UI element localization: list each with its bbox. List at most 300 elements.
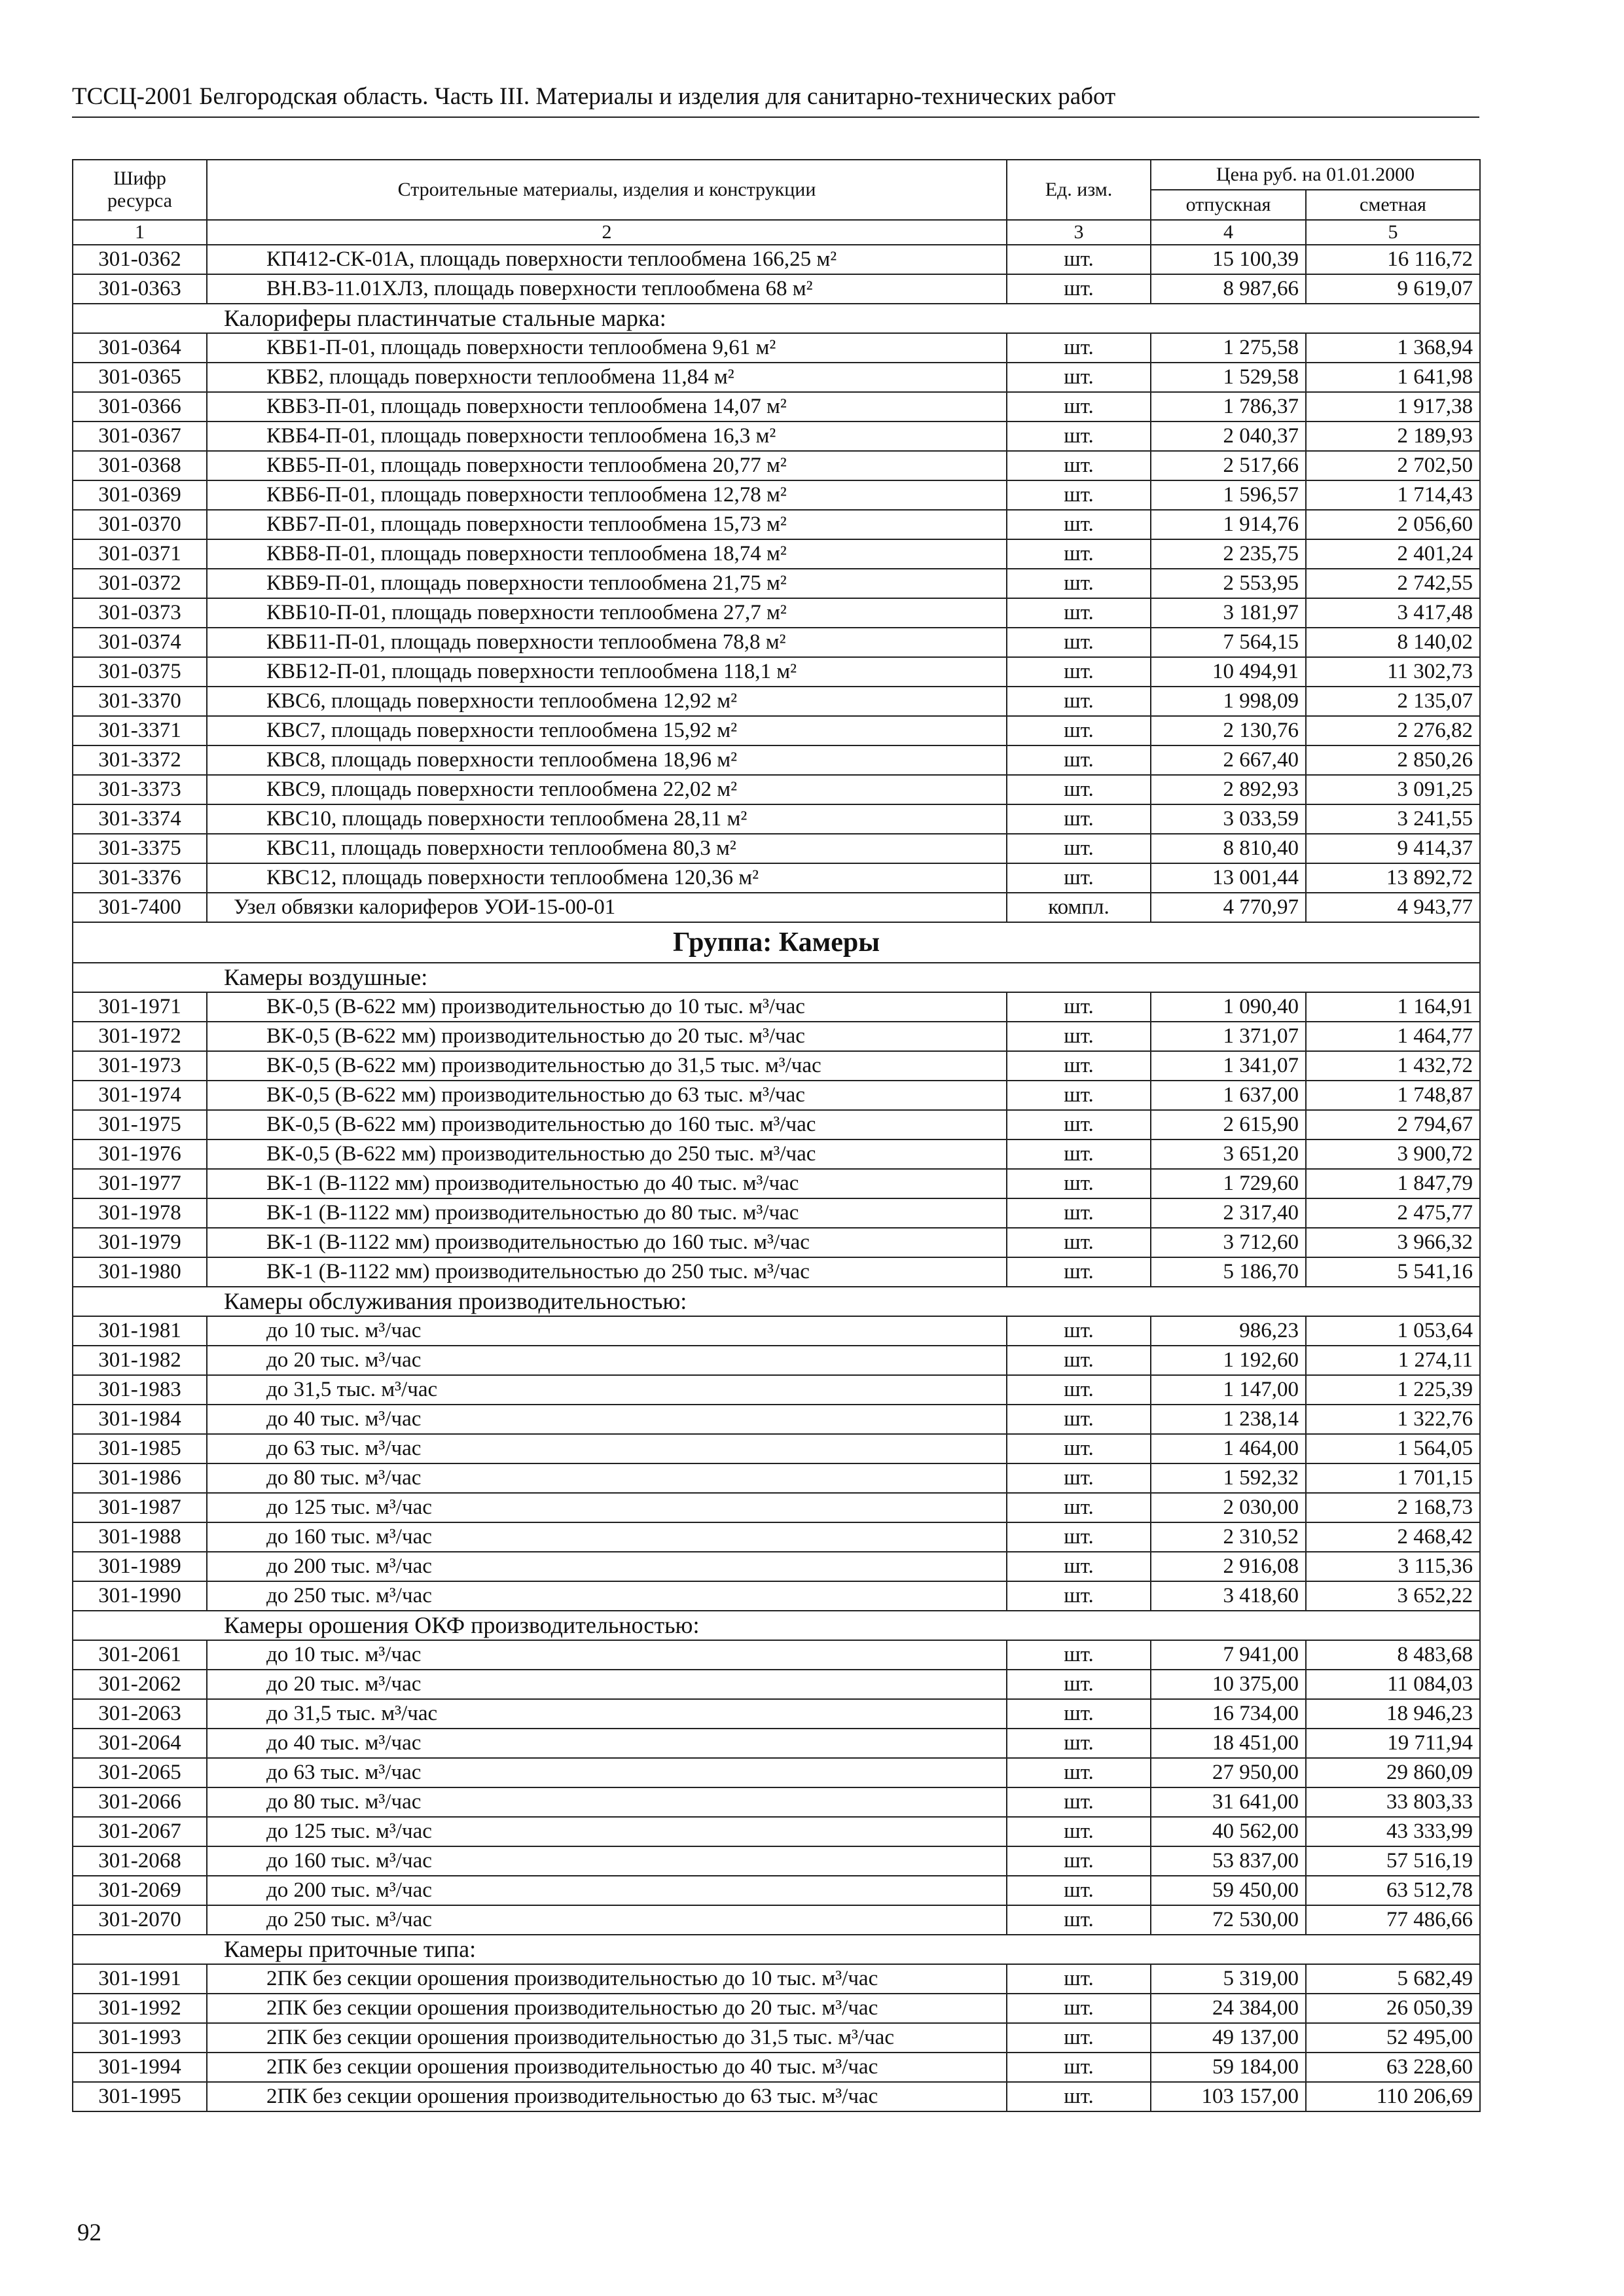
unit-of-measure: шт. (1007, 1022, 1151, 1051)
item-name: до 125 тыс. м³/час (207, 1817, 1007, 1846)
table-row (73, 480, 1480, 510)
resource-code: 301-2069 (73, 1876, 207, 1905)
release-price: 1 341,07 (1151, 1051, 1306, 1081)
table-row (73, 1522, 1480, 1552)
section-row (73, 1287, 1480, 1316)
estimate-price: 2 135,07 (1306, 687, 1480, 716)
price-table-container (72, 159, 1479, 2112)
unit-of-measure: шт. (1007, 863, 1151, 893)
table-row (73, 1640, 1480, 1670)
table-row (73, 1346, 1480, 1375)
unit-of-measure: шт. (1007, 1081, 1151, 1110)
unit-of-measure: шт. (1007, 245, 1151, 274)
resource-code: 301-1987 (73, 1493, 207, 1522)
table-row (73, 598, 1480, 628)
item-name: КВБ4-П-01, площадь поверхности теплообмена 16,3 м² (207, 422, 1007, 451)
item-name: ВК-0,5 (В-622 мм) производительностью до 63 тыс. м³/час (207, 1081, 1007, 1110)
resource-code: 301-7400 (73, 893, 207, 922)
column-number: 4 (1151, 220, 1306, 245)
resource-code: 301-0371 (73, 539, 207, 569)
resource-code: 301-1981 (73, 1316, 207, 1346)
release-price: 2 517,66 (1151, 451, 1306, 480)
table-row (73, 451, 1480, 480)
item-name: ВК-1 (В-1122 мм) производительностью до 80 тыс. м³/час (207, 1198, 1007, 1228)
item-name: до 20 тыс. м³/час (207, 1670, 1007, 1699)
release-price: 27 950,00 (1151, 1758, 1306, 1787)
resource-code: 301-1994 (73, 2053, 207, 2082)
estimate-price: 1 464,77 (1306, 1022, 1480, 1051)
release-price: 3 418,60 (1151, 1581, 1306, 1611)
release-price: 2 615,90 (1151, 1110, 1306, 1139)
estimate-price: 8 140,02 (1306, 628, 1480, 657)
item-name: КП412-СК-01А, площадь поверхности теплообмена 166,25 м² (207, 245, 1007, 274)
table-row (73, 1169, 1480, 1198)
release-price: 1 090,40 (1151, 992, 1306, 1022)
unit-of-measure: шт. (1007, 422, 1151, 451)
release-price: 5 186,70 (1151, 1257, 1306, 1287)
estimate-price: 2 850,26 (1306, 745, 1480, 775)
estimate-price: 1 322,76 (1306, 1405, 1480, 1434)
release-price: 40 562,00 (1151, 1817, 1306, 1846)
release-price: 2 235,75 (1151, 539, 1306, 569)
resource-code: 301-3372 (73, 745, 207, 775)
estimate-price: 3 966,32 (1306, 1228, 1480, 1257)
resource-code: 301-0367 (73, 422, 207, 451)
resource-code: 301-1983 (73, 1375, 207, 1405)
price-table (72, 159, 1481, 2112)
table-row (73, 510, 1480, 539)
section-title: Камеры воздушные: (73, 963, 1480, 992)
release-price: 5 319,00 (1151, 1964, 1306, 1994)
estimate-price: 1 917,38 (1306, 392, 1480, 422)
resource-code: 301-1990 (73, 1581, 207, 1611)
unit-of-measure: шт. (1007, 1198, 1151, 1228)
estimate-price: 63 228,60 (1306, 2053, 1480, 2082)
release-price: 8 987,66 (1151, 274, 1306, 304)
unit-of-measure: шт. (1007, 363, 1151, 392)
unit-of-measure: шт. (1007, 716, 1151, 745)
item-name: КВБ8-П-01, площадь поверхности теплообмена 18,74 м² (207, 539, 1007, 569)
unit-of-measure: шт. (1007, 1846, 1151, 1876)
group-title: Группа: Камеры (73, 922, 1480, 963)
resource-code: 301-1977 (73, 1169, 207, 1198)
item-name: КВБ11-П-01, площадь поверхности теплообмена 78,8 м² (207, 628, 1007, 657)
item-name: КВБ2, площадь поверхности теплообмена 11,84 м² (207, 363, 1007, 392)
release-price: 2 310,52 (1151, 1522, 1306, 1552)
estimate-price: 3 417,48 (1306, 598, 1480, 628)
resource-code: 301-2063 (73, 1699, 207, 1729)
unit-of-measure: шт. (1007, 480, 1151, 510)
estimate-price: 11 302,73 (1306, 657, 1480, 687)
unit-of-measure: шт. (1007, 1787, 1151, 1817)
unit-of-measure: шт. (1007, 1876, 1151, 1905)
table-row (73, 1198, 1480, 1228)
unit-of-measure: шт. (1007, 598, 1151, 628)
table-row (73, 1670, 1480, 1699)
table-row (73, 834, 1480, 863)
estimate-price: 1 225,39 (1306, 1375, 1480, 1405)
item-name: до 63 тыс. м³/час (207, 1758, 1007, 1787)
item-name: КВС12, площадь поверхности теплообмена 120,36 м² (207, 863, 1007, 893)
item-name: КВС11, площадь поверхности теплообмена 80,3 м² (207, 834, 1007, 863)
release-price: 59 450,00 (1151, 1876, 1306, 1905)
unit-of-measure: шт. (1007, 1110, 1151, 1139)
estimate-price: 16 116,72 (1306, 245, 1480, 274)
estimate-price: 1 564,05 (1306, 1434, 1480, 1463)
release-price: 1 592,32 (1151, 1463, 1306, 1493)
resource-code: 301-1976 (73, 1139, 207, 1169)
resource-code: 301-3376 (73, 863, 207, 893)
resource-code: 301-1984 (73, 1405, 207, 1434)
resource-code: 301-1995 (73, 2082, 207, 2111)
item-name: 2ПК без секции орошения производительностью до 10 тыс. м³/час (207, 1964, 1007, 1994)
resource-code: 301-0368 (73, 451, 207, 480)
table-row (73, 1405, 1480, 1434)
table-row (73, 657, 1480, 687)
release-price: 13 001,44 (1151, 863, 1306, 893)
release-price: 3 651,20 (1151, 1139, 1306, 1169)
table-row (73, 863, 1480, 893)
resource-code: 301-0363 (73, 274, 207, 304)
table-row (73, 1434, 1480, 1463)
estimate-price: 4 943,77 (1306, 893, 1480, 922)
item-name: до 250 тыс. м³/час (207, 1581, 1007, 1611)
estimate-price: 2 702,50 (1306, 451, 1480, 480)
section-row (73, 963, 1480, 992)
table-row (73, 1876, 1480, 1905)
estimate-price: 2 401,24 (1306, 539, 1480, 569)
unit-of-measure: шт. (1007, 1670, 1151, 1699)
table-row (73, 2082, 1480, 2111)
resource-code: 301-2061 (73, 1640, 207, 1670)
resource-code: 301-2070 (73, 1905, 207, 1935)
item-name: ВК-0,5 (В-622 мм) производительностью до 250 тыс. м³/час (207, 1139, 1007, 1169)
column-header-estimate-price: сметная (1306, 190, 1480, 220)
resource-code: 301-3370 (73, 687, 207, 716)
item-name: до 80 тыс. м³/час (207, 1787, 1007, 1817)
resource-code: 301-1989 (73, 1552, 207, 1581)
estimate-price: 1 641,98 (1306, 363, 1480, 392)
unit-of-measure: шт. (1007, 1316, 1151, 1346)
resource-code: 301-0364 (73, 333, 207, 363)
unit-of-measure: шт. (1007, 569, 1151, 598)
column-number: 1 (73, 220, 207, 245)
item-name: до 63 тыс. м³/час (207, 1434, 1007, 1463)
resource-code: 301-1993 (73, 2023, 207, 2053)
estimate-price: 1 274,11 (1306, 1346, 1480, 1375)
resource-code: 301-0369 (73, 480, 207, 510)
table-row (73, 1581, 1480, 1611)
table-row (73, 687, 1480, 716)
unit-of-measure: шт. (1007, 1375, 1151, 1405)
item-name: ВК-0,5 (В-622 мм) производительностью до 160 тыс. м³/час (207, 1110, 1007, 1139)
table-row (73, 2053, 1480, 2082)
estimate-price: 29 860,09 (1306, 1758, 1480, 1787)
item-name: до 40 тыс. м³/час (207, 1405, 1007, 1434)
column-header-unit: Ед. изм. (1007, 160, 1151, 220)
unit-of-measure: шт. (1007, 1139, 1151, 1169)
release-price: 53 837,00 (1151, 1846, 1306, 1876)
table-row (73, 1022, 1480, 1051)
estimate-price: 13 892,72 (1306, 863, 1480, 893)
table-row (73, 1493, 1480, 1522)
unit-of-measure: шт. (1007, 1228, 1151, 1257)
item-name: КВБ1-П-01, площадь поверхности теплообмена 9,61 м² (207, 333, 1007, 363)
table-row (73, 1905, 1480, 1935)
unit-of-measure: шт. (1007, 1522, 1151, 1552)
section-title: Камеры приточные типа: (73, 1935, 1480, 1964)
section-row (73, 1611, 1480, 1640)
item-name: до 250 тыс. м³/час (207, 1905, 1007, 1935)
unit-of-measure: шт. (1007, 539, 1151, 569)
estimate-price: 2 189,93 (1306, 422, 1480, 451)
estimate-price: 77 486,66 (1306, 1905, 1480, 1935)
resource-code: 301-0370 (73, 510, 207, 539)
resource-code: 301-2068 (73, 1846, 207, 1876)
table-row (73, 1051, 1480, 1081)
item-name: КВБ10-П-01, площадь поверхности теплообмена 27,7 м² (207, 598, 1007, 628)
release-price: 10 494,91 (1151, 657, 1306, 687)
unit-of-measure: шт. (1007, 1434, 1151, 1463)
resource-code: 301-1982 (73, 1346, 207, 1375)
unit-of-measure: шт. (1007, 1463, 1151, 1493)
estimate-price: 1 748,87 (1306, 1081, 1480, 1110)
item-name: до 31,5 тыс. м³/час (207, 1699, 1007, 1729)
estimate-price: 1 053,64 (1306, 1316, 1480, 1346)
item-name: КВБ3-П-01, площадь поверхности теплообмена 14,07 м² (207, 392, 1007, 422)
unit-of-measure: шт. (1007, 392, 1151, 422)
column-number: 5 (1306, 220, 1480, 245)
unit-of-measure: шт. (1007, 2023, 1151, 2053)
resource-code: 301-1978 (73, 1198, 207, 1228)
item-name: КВС7, площадь поверхности теплообмена 15,92 м² (207, 716, 1007, 745)
release-price: 3 033,59 (1151, 804, 1306, 834)
estimate-price: 3 900,72 (1306, 1139, 1480, 1169)
release-price: 59 184,00 (1151, 2053, 1306, 2082)
estimate-price: 18 946,23 (1306, 1699, 1480, 1729)
table-row (73, 1758, 1480, 1787)
table-row (73, 1787, 1480, 1817)
unit-of-measure: шт. (1007, 1405, 1151, 1434)
estimate-price: 2 742,55 (1306, 569, 1480, 598)
estimate-price: 1 714,43 (1306, 480, 1480, 510)
table-row (73, 1081, 1480, 1110)
column-number: 3 (1007, 220, 1151, 245)
unit-of-measure: шт. (1007, 1905, 1151, 1935)
table-row (73, 716, 1480, 745)
estimate-price: 2 468,42 (1306, 1522, 1480, 1552)
release-price: 1 147,00 (1151, 1375, 1306, 1405)
item-name: КВБ5-П-01, площадь поверхности теплообмена 20,77 м² (207, 451, 1007, 480)
item-name: ВК-0,5 (В-622 мм) производительностью до 31,5 тыс. м³/час (207, 1051, 1007, 1081)
resource-code: 301-0365 (73, 363, 207, 392)
unit-of-measure: шт. (1007, 451, 1151, 480)
release-price: 2 916,08 (1151, 1552, 1306, 1581)
resource-code: 301-0373 (73, 598, 207, 628)
resource-code: 301-2065 (73, 1758, 207, 1787)
unit-of-measure: шт. (1007, 1758, 1151, 1787)
release-price: 3 712,60 (1151, 1228, 1306, 1257)
release-price: 72 530,00 (1151, 1905, 1306, 1935)
table-row (73, 1817, 1480, 1846)
release-price: 1 275,58 (1151, 333, 1306, 363)
resource-code: 301-1985 (73, 1434, 207, 1463)
estimate-price: 5 682,49 (1306, 1964, 1480, 1994)
item-name: ВК-1 (В-1122 мм) производительностью до 160 тыс. м³/час (207, 1228, 1007, 1257)
estimate-price: 26 050,39 (1306, 1994, 1480, 2023)
resource-code: 301-1988 (73, 1522, 207, 1552)
table-row (73, 775, 1480, 804)
resource-code: 301-1971 (73, 992, 207, 1022)
item-name: КВБ12-П-01, площадь поверхности теплообмена 118,1 м² (207, 657, 1007, 687)
table-row (73, 804, 1480, 834)
estimate-price: 9 414,37 (1306, 834, 1480, 863)
unit-of-measure: шт. (1007, 745, 1151, 775)
table-row (73, 1110, 1480, 1139)
item-name: КВС6, площадь поверхности теплообмена 12,92 м² (207, 687, 1007, 716)
table-row (73, 422, 1480, 451)
item-name: до 200 тыс. м³/час (207, 1876, 1007, 1905)
estimate-price: 2 056,60 (1306, 510, 1480, 539)
resource-code: 301-0366 (73, 392, 207, 422)
estimate-price: 52 495,00 (1306, 2023, 1480, 2053)
column-header-name: Строительные материалы, изделия и конструкции (207, 160, 1007, 220)
unit-of-measure: шт. (1007, 775, 1151, 804)
item-name: КВС8, площадь поверхности теплообмена 18,96 м² (207, 745, 1007, 775)
release-price: 1 729,60 (1151, 1169, 1306, 1198)
item-name: КВБ6-П-01, площадь поверхности теплообмена 12,78 м² (207, 480, 1007, 510)
resource-code: 301-1975 (73, 1110, 207, 1139)
table-row (73, 1228, 1480, 1257)
resource-code: 301-0374 (73, 628, 207, 657)
estimate-price: 1 164,91 (1306, 992, 1480, 1022)
item-name: до 160 тыс. м³/час (207, 1846, 1007, 1876)
table-row (73, 1139, 1480, 1169)
release-price: 49 137,00 (1151, 2023, 1306, 2053)
column-header-code: Шифр ресурса (73, 160, 207, 220)
column-header-price: Цена руб. на 01.01.2000 (1151, 160, 1480, 190)
group-row (73, 922, 1480, 963)
unit-of-measure: шт. (1007, 1817, 1151, 1846)
release-price: 1 529,58 (1151, 363, 1306, 392)
resource-code: 301-1979 (73, 1228, 207, 1257)
estimate-price: 2 168,73 (1306, 1493, 1480, 1522)
section-title: Калориферы пластинчатые стальные марка: (73, 304, 1480, 333)
item-name: ВК-1 (В-1122 мм) производительностью до 40 тыс. м³/час (207, 1169, 1007, 1198)
estimate-price: 110 206,69 (1306, 2082, 1480, 2111)
unit-of-measure: шт. (1007, 1552, 1151, 1581)
release-price: 1 596,57 (1151, 480, 1306, 510)
estimate-price: 2 794,67 (1306, 1110, 1480, 1139)
release-price: 2 030,00 (1151, 1493, 1306, 1522)
unit-of-measure: шт. (1007, 1257, 1151, 1287)
estimate-price: 1 701,15 (1306, 1463, 1480, 1493)
resource-code: 301-2062 (73, 1670, 207, 1699)
item-name: КВС10, площадь поверхности теплообмена 28,11 м² (207, 804, 1007, 834)
table-row (73, 745, 1480, 775)
resource-code: 301-0362 (73, 245, 207, 274)
unit-of-measure: шт. (1007, 804, 1151, 834)
release-price: 18 451,00 (1151, 1729, 1306, 1758)
table-row (73, 333, 1480, 363)
table-row (73, 392, 1480, 422)
release-price: 986,23 (1151, 1316, 1306, 1346)
unit-of-measure: шт. (1007, 992, 1151, 1022)
estimate-price: 43 333,99 (1306, 1817, 1480, 1846)
release-price: 2 892,93 (1151, 775, 1306, 804)
item-name: до 10 тыс. м³/час (207, 1316, 1007, 1346)
table-row (73, 539, 1480, 569)
resource-code: 301-2064 (73, 1729, 207, 1758)
header-divider (72, 117, 1479, 118)
release-price: 1 998,09 (1151, 687, 1306, 716)
table-row (73, 1729, 1480, 1758)
release-price: 1 637,00 (1151, 1081, 1306, 1110)
table-row (73, 628, 1480, 657)
release-price: 2 667,40 (1151, 745, 1306, 775)
unit-of-measure: шт. (1007, 333, 1151, 363)
item-name: Узел обвязки калориферов УОИ-15-00-01 (207, 893, 1007, 922)
table-row (73, 1463, 1480, 1493)
unit-of-measure: компл. (1007, 893, 1151, 922)
table-row (73, 1316, 1480, 1346)
resource-code: 301-3371 (73, 716, 207, 745)
release-price: 4 770,97 (1151, 893, 1306, 922)
release-price: 7 941,00 (1151, 1640, 1306, 1670)
item-name: до 20 тыс. м³/час (207, 1346, 1007, 1375)
resource-code: 301-1973 (73, 1051, 207, 1081)
estimate-price: 3 241,55 (1306, 804, 1480, 834)
table-row (73, 893, 1480, 922)
item-name: до 80 тыс. м³/час (207, 1463, 1007, 1493)
unit-of-measure: шт. (1007, 274, 1151, 304)
section-row (73, 304, 1480, 333)
release-price: 8 810,40 (1151, 834, 1306, 863)
item-name: КВБ7-П-01, площадь поверхности теплообмена 15,73 м² (207, 510, 1007, 539)
section-title: Камеры обслуживания производительностью: (73, 1287, 1480, 1316)
unit-of-measure: шт. (1007, 834, 1151, 863)
release-price: 1 238,14 (1151, 1405, 1306, 1434)
release-price: 1 371,07 (1151, 1022, 1306, 1051)
release-price: 3 181,97 (1151, 598, 1306, 628)
table-row (73, 1846, 1480, 1876)
unit-of-measure: шт. (1007, 628, 1151, 657)
table-row (73, 363, 1480, 392)
release-price: 2 040,37 (1151, 422, 1306, 451)
resource-code: 301-0375 (73, 657, 207, 687)
release-price: 24 384,00 (1151, 1994, 1306, 2023)
item-name: ВК-0,5 (В-622 мм) производительностью до 10 тыс. м³/час (207, 992, 1007, 1022)
release-price: 15 100,39 (1151, 245, 1306, 274)
item-name: ВК-1 (В-1122 мм) производительностью до 250 тыс. м³/час (207, 1257, 1007, 1287)
resource-code: 301-1972 (73, 1022, 207, 1051)
unit-of-measure: шт. (1007, 510, 1151, 539)
item-name: до 125 тыс. м³/час (207, 1493, 1007, 1522)
page-title: ТССЦ-2001 Белгородская область. Часть III. Материалы и изделия для санитарно-технических работ (72, 83, 1116, 110)
resource-code: 301-1986 (73, 1463, 207, 1493)
release-price: 1 786,37 (1151, 392, 1306, 422)
resource-code: 301-2066 (73, 1787, 207, 1817)
resource-code: 301-0372 (73, 569, 207, 598)
resource-code: 301-2067 (73, 1817, 207, 1846)
estimate-price: 19 711,94 (1306, 1729, 1480, 1758)
table-row (73, 569, 1480, 598)
estimate-price: 9 619,07 (1306, 274, 1480, 304)
unit-of-measure: шт. (1007, 687, 1151, 716)
release-price: 1 914,76 (1151, 510, 1306, 539)
item-name: до 160 тыс. м³/час (207, 1522, 1007, 1552)
release-price: 2 553,95 (1151, 569, 1306, 598)
